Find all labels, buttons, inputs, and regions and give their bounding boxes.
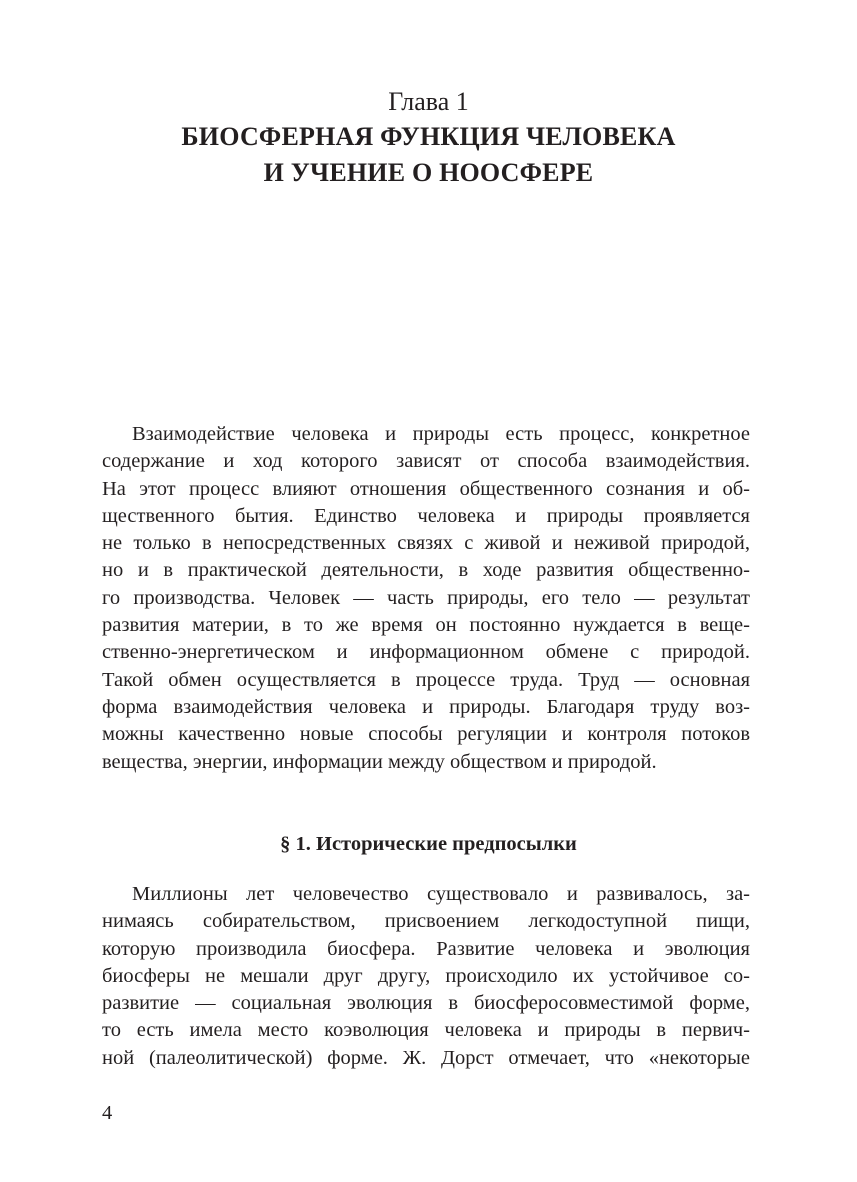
- text-line: содержание и ход которого зависят от способа взаимодействия.: [102, 450, 750, 473]
- text-line: которую производила биосфера. Развитие человека и эволюция: [102, 937, 750, 960]
- intro-paragraph: [102, 421, 750, 776]
- text-line: то есть имела место коэволюция человека и природы в первич-: [102, 1019, 750, 1042]
- text-line: нимаясь собирательством, присвоением легкодоступной пищи,: [102, 910, 750, 933]
- text-line: щественного бытия. Единство человека и природы проявляется: [102, 504, 750, 527]
- text-line: развитие — социальная эволюция в биосферосовместимой форме,: [102, 992, 750, 1015]
- section-paragraph: [102, 881, 750, 1072]
- chapter-title-line: И УЧЕНИЕ О НООСФЕРЕ: [263, 158, 594, 187]
- text-line: форма взаимодействия человека и природы. Благодаря труду воз-: [102, 695, 750, 718]
- text-line: развития материи, в то же время он постоянно нуждается в веще-: [102, 614, 750, 637]
- text-line: Взаимодействие человека и природы есть процесс, конкретное: [132, 423, 750, 445]
- text-line: можны качественно новые способы регуляции и контроля потоков: [102, 723, 750, 746]
- section-heading: § 1. Исторические предпосылки: [280, 833, 577, 855]
- text-line: Миллионы лет человечество существовало и развивалось, за-: [132, 883, 750, 905]
- chapter-label: Глава 1: [388, 87, 469, 116]
- page-number: 4: [102, 1102, 113, 1124]
- text-line: биосферы не мешали друг другу, происходило их устойчивое со-: [102, 964, 750, 987]
- text-line: но и в практической деятельности, в ходе развития общественно-: [102, 559, 750, 582]
- text-line: не только в непосредственных связях с живой и неживой природой,: [102, 532, 750, 555]
- chapter-title-line: БИОСФЕРНАЯ ФУНКЦИЯ ЧЕЛОВЕКА: [181, 122, 676, 151]
- text-line: го производства. Человек — часть природы, его тело — результат: [102, 586, 750, 609]
- chapter-title: [0, 119, 857, 191]
- text-line: Такой обмен осуществляется в процессе труда. Труд — основная: [102, 668, 750, 691]
- text-line: ной (палеолитической) форме. Ж. Дорст отмечает, что «некоторые: [102, 1046, 750, 1069]
- text-line: На этот процесс влияют отношения общественного сознания и об-: [102, 477, 750, 500]
- text-line: вещества, энергии, информации между обществом и природой.: [102, 750, 657, 773]
- text-line: ственно-энергетическом и информационном обмене с природой.: [102, 641, 750, 664]
